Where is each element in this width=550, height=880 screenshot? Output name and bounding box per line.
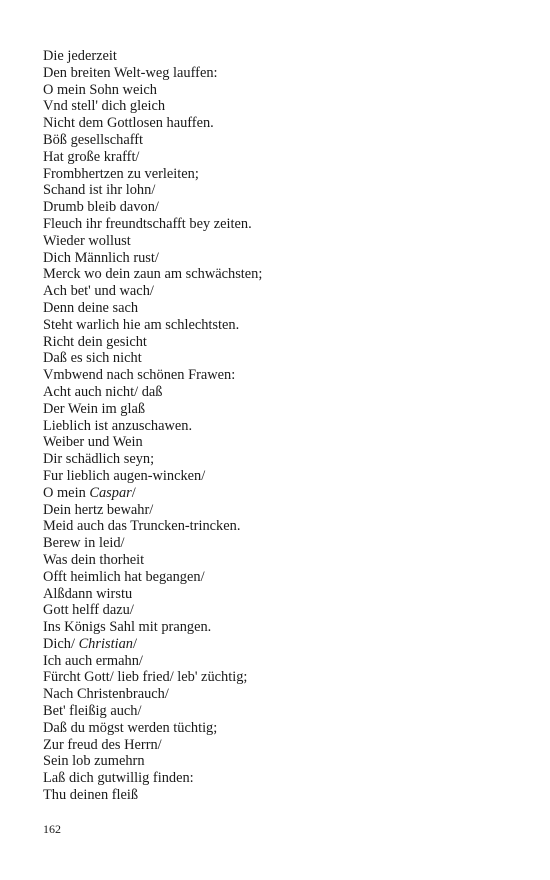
poem-line-text: Acht auch nicht/ daß [43, 383, 163, 400]
poem-line-text: Denn deine sach [43, 299, 139, 316]
poem-line-text: Fürcht Gott/ lieb fried/ leb' züchtig; [43, 669, 248, 686]
poem-line [43, 82, 262, 99]
poem-line-text: Dein hertz bewahr/ [43, 501, 154, 518]
poem-line-text: Die jederzeit [43, 48, 117, 64]
poem-line-text: Gott helff dazu/ [43, 602, 134, 619]
poem-line-text: Ach bet' und wach/ [43, 283, 154, 300]
poem-line [43, 787, 262, 804]
poem-line [43, 384, 262, 401]
poem-line [43, 518, 262, 535]
poem-line [43, 367, 262, 384]
poem-line [43, 317, 262, 334]
poem-line-text: Merck wo dein zaun am schwächsten; [43, 266, 263, 283]
poem-line-text: Dir schädlich seyn; [43, 451, 155, 468]
poem-line [43, 502, 262, 519]
poem-line [43, 636, 262, 653]
poem-line [43, 65, 262, 82]
poem-line-text: Daß du mögst werden tüchtig; [43, 719, 218, 736]
poem-line-text: Steht warlich hie am schlechtsten. [43, 316, 240, 333]
poem-line [43, 703, 262, 720]
poem-line-text: Frombhertzen zu verleiten; [43, 165, 199, 182]
poem-line-text: Hat große krafft/ [43, 148, 140, 165]
poem-line-text: Zur freud des Herrn/ [43, 736, 162, 753]
poem-line-text: Der Wein im glaß [43, 400, 146, 417]
poem-line [43, 233, 262, 250]
poem-line [43, 98, 262, 115]
poem-line [43, 653, 262, 670]
poem-line [43, 451, 262, 468]
poem-line [43, 199, 262, 216]
poem-line [43, 132, 262, 149]
poem-line [43, 182, 262, 199]
poem-line [43, 300, 262, 317]
poem-line-text: O mein [43, 484, 90, 501]
poem-line-text: Thu deinen fleiß [43, 787, 139, 804]
poem-line-text: Offt heimlich hat begangen/ [43, 568, 205, 585]
poem-line-text: Laß dich gutwillig finden: [43, 770, 194, 787]
poem-line [43, 48, 262, 65]
poem-line-text: Vmbwend nach schönen Frawen: [43, 367, 236, 384]
poem-line-text: Berew in leid/ [43, 535, 125, 552]
poem-line-text: Böß gesellschafft [43, 131, 144, 148]
poem-line-italic-name: Christian [78, 635, 133, 652]
poem-line-text: Richt dein gesicht [43, 333, 147, 350]
poem-line-text: Weiber und Wein [43, 434, 143, 451]
poem-line-text: Vnd stell' dich gleich [43, 98, 166, 115]
poem-line-text: O mein Sohn weich [43, 81, 157, 98]
poem-line-text: Sein lob zumehrn [43, 753, 145, 770]
poem-line-text: Nach Christenbrauch/ [43, 686, 169, 703]
poem-line-text: Lieblich ist anzuschawen. [43, 417, 193, 434]
poem-line-italic-name: Caspar [89, 484, 132, 501]
poem-line-text: Daß es sich nicht [43, 350, 142, 367]
poem-line-text: Meid auch das Truncken-trincken. [43, 518, 241, 535]
poem-line [43, 401, 262, 418]
poem-line [43, 250, 262, 267]
poem-line [43, 770, 262, 787]
poem-text [43, 48, 262, 804]
poem-line [43, 619, 262, 636]
poem-line [43, 753, 262, 770]
poem-line [43, 569, 262, 586]
poem-line [43, 334, 262, 351]
poem-line [43, 535, 262, 552]
poem-line [43, 283, 262, 300]
poem-line [43, 266, 262, 283]
poem-line-text: Bet' fleißig auch/ [43, 703, 142, 720]
poem-line [43, 149, 262, 166]
poem-line [43, 737, 262, 754]
poem-line-text: Drumb bleib davon/ [43, 199, 159, 216]
poem-line [43, 434, 262, 451]
poem-line-text: Ich auch ermahn/ [43, 652, 143, 669]
poem-line [43, 669, 262, 686]
poem-line [43, 166, 262, 183]
page-number: 162 [43, 822, 61, 836]
poem-line [43, 418, 262, 435]
poem-line-text: Den breiten Welt-weg lauffen: [43, 64, 218, 81]
poem-line-text: Dich/ [43, 635, 79, 652]
poem-line-text: Nicht dem Gottlosen hauffen. [43, 115, 214, 132]
poem-line-text: Wieder wollust [43, 232, 131, 249]
poem-line [43, 468, 262, 485]
poem-line-text: Fleuch ihr freundtschafft bey zeiten. [43, 215, 252, 232]
poem-line [43, 720, 262, 737]
poem-line-text: Fur lieblich augen-wincken/ [43, 467, 206, 484]
poem-line [43, 552, 262, 569]
poem-line [43, 485, 262, 502]
poem-line-text: Schand ist ihr lohn/ [43, 182, 156, 199]
poem-line-text: Was dein thorheit [43, 551, 145, 568]
poem-line [43, 350, 262, 367]
poem-line [43, 586, 262, 603]
poem-line [43, 115, 262, 132]
poem-line [43, 216, 262, 233]
poem-line [43, 686, 262, 703]
poem-line-text: Ins Königs Sahl mit prangen. [43, 619, 212, 636]
poem-line-text: Dich Männlich rust/ [43, 249, 159, 266]
poem-line-text: / [131, 484, 136, 501]
poem-line [43, 602, 262, 619]
poem-line-text: / [132, 635, 137, 652]
poem-line-text: Alßdann wirstu [43, 585, 133, 602]
